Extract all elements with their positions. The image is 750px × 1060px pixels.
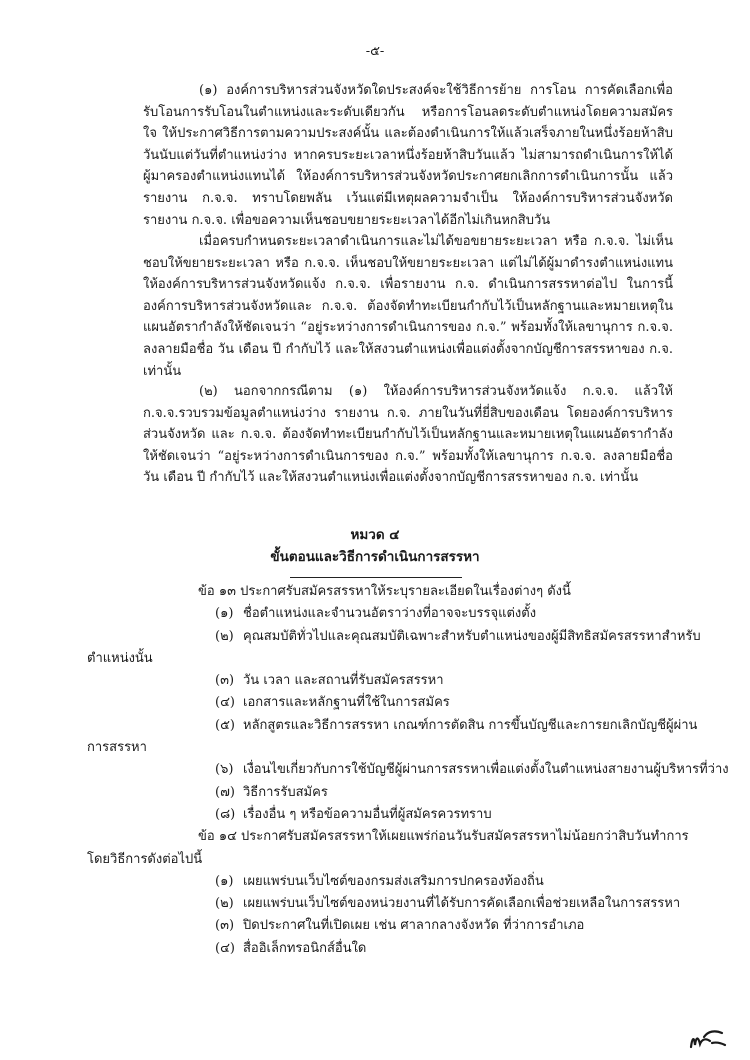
clause-13-item: [143, 692, 683, 714]
paragraph-3: (๒) นอกจากกรณีตาม (๑) ให้องค์การบริหารส่วนจังหวัดแจ้ง ก.จ.จ. แล้วให้ ก.จ.จ.รวบรวมข้อมูลตำแหน่งว่าง รายงาน ก.จ. ภายในวันที่ยี่สิบของเดือน โดยองค์การบริหารส่วนจังหวัด และ ก.จ.จ. ต้องจัดทำทะเบียนกำกับไว้เป็นหลักฐานและหมายเหตุในแผนอัตรากำลังให้ชัดเจนว่า “อยู่ระหว่างการดำเนินการของ ก.จ.” พร้อมทั้งให้เลขานุการ ก.จ.จ. ลงลายมือชื่อ วัน เดือน ปี กำกับไว้ และให้สงวนตำแหน่งเพื่อแต่งตั้งจากบัญชีการสรรหาของ ก.จ. เท่านั้น: [143, 384, 673, 486]
clause-14-intro: ข้อ ๑๔ ประกาศรับสมัครสรรหาให้เผยแพร่ก่อนวันรับสมัครสรรหาไม่น้อยกว่าสิบวันทำการ: [198, 829, 689, 845]
handwritten-initials: [688, 1025, 728, 1051]
item-text: เรื่องอื่น ๆ หรือข้อความอื่นที่ผู้สมัครควรทราบ: [243, 806, 492, 822]
clause-13-item: [143, 626, 701, 648]
clause-13-item: [143, 603, 683, 625]
clause-14-item: [143, 915, 683, 937]
heading-divider: [290, 577, 462, 578]
item-text: วิธีการรับสมัคร: [243, 784, 328, 800]
clause-13-intro: ข้อ ๑๓ ประกาศรับสมัครสรรหาให้ระบุรายละเอียดในเรื่องต่างๆ ดังนี้: [198, 584, 571, 599]
item-number: (๓): [215, 673, 235, 689]
item-text: เอกสารและหลักฐานที่ใช้ในการสมัคร: [243, 695, 450, 711]
clause-13-item: [143, 804, 683, 826]
paragraph-2: เมื่อครบกำหนดระยะเวลาดำเนินการและไม่ได้ขอขยายระยะเวลา หรือ ก.จ.จ. ไม่เห็นชอบให้ขยายระยะเวลา หรือ ก.จ.จ. เห็นชอบให้ขยายระยะเวลา แต่ไม่ได้ผู้มาดำรงตำแหน่งแทน ให้องค์การบริหารส่วนจังหวัดแจ้ง ก.จ.จ. เพื่อรายงาน ก.จ. ดำเนินการสรรหาต่อไป ในการนี้องค์การบริหารส่วนจังหวัดและ ก.จ.จ. ต้องจัดทำทะเบียนกำกับไว้เป็นหลักฐานและหมายเหตุในแผนอัตรากำลังให้ชัดเจนว่า “อยู่ระหว่างการดำเนินการของ ก.จ.” พร้อมทั้งให้เลขานุการ ก.จ.จ. ลงลายมือชื่อ วัน เดือน ปี กำกับไว้ และให้สงวนตำแหน่งเพื่อแต่งตั้งจากบัญชีการสรรหาของ ก.จ. เท่านั้น: [143, 234, 673, 379]
page-number: -๕-: [365, 44, 385, 59]
item-text: เผยแพร่บนเว็บไซต์ของกรมส่งเสริมการปกครองท้องถิ่น: [243, 873, 544, 889]
clause-13-item: [143, 759, 729, 781]
item-text: สื่ออิเล็กทรอนิกส์อื่นใด: [243, 940, 367, 956]
item-number: (๕): [215, 717, 235, 733]
item-text: เงื่อนไขเกี่ยวกับการใช้บัญชีผู้ผ่านการสรรหาเพื่อแต่งตั้งในตำแหน่งสายงานผู้บริหารที่ว่าง: [243, 762, 729, 778]
item-number: (๑): [215, 873, 234, 889]
item-continuation: ตำแหน่งนั้น: [87, 650, 153, 666]
item-number: (๔): [215, 695, 235, 711]
item-text: ปิดประกาศในที่เปิดเผย เช่น ศาลากลางจังหวัด ที่ว่าการอำเภอ: [243, 918, 585, 934]
item-text: ชื่อตำแหน่งและจำนวนอัตราว่างที่อาจจะบรรจุแต่งตั้ง: [243, 606, 537, 622]
paragraph-1: (๑) องค์การบริหารส่วนจังหวัดใดประสงค์จะใช้วิธีการย้าย การโอน การคัดเลือกเพื่อรับโอนการรับโอนในตำแหน่งและระดับเดียวกัน หรือการโอนลดระดับตำแหน่งโดยความสมัครใจ ให้ประกาศวิธีการตามความประสงค์นั้น และต้องดำเนินการให้แล้วเสร็จภายในหนึ่งร้อยห้าสิบวันนับแต่วันที่ตำแหน่งว่าง หากครบระยะเวลาหนึ่งร้อยห้าสิบวันแล้ว ไม่สามารถดำเนินการให้ได้ผู้มาครองตำแหน่งแทนได้ ให้องค์การบริหารส่วนจังหวัดประกาศยกเลิกการดำเนินการนั้น แล้วรายงาน ก.จ.จ. ทราบโดยพลัน เว้นแต่มีเหตุผลความจำเป็น ให้องค์การบริหารส่วนจังหวัดรายงาน ก.จ.จ. เพื่อขอความเห็นชอบขยายระยะเวลาได้อีกไม่เกินหกสิบวัน: [143, 83, 673, 228]
clause-13-item: [143, 715, 698, 737]
chapter-number: หมวด ๔: [350, 527, 400, 543]
chapter-title: ขั้นตอนและวิธีการดำเนินการสรรหา: [270, 549, 480, 565]
clause-13-item: [143, 782, 683, 804]
item-number: (๗): [215, 784, 235, 800]
clause-14-item: [143, 893, 683, 915]
item-text: คุณสมบัติทั่วไปและคุณสมบัติเฉพาะสำหรับตำแหน่งของผู้มีสิทธิสมัครสรรหาสำหรับ: [243, 628, 701, 644]
item-number: (๓): [215, 918, 235, 934]
item-number: (๖): [215, 762, 234, 778]
clause-13-item: [143, 670, 683, 692]
item-text: เผยแพร่บนเว็บไซต์ของหน่วยงานที่ได้รับการคัดเลือกเพื่อช่วยเหลือในการสรรหา: [243, 896, 681, 912]
item-continuation: การสรรหา: [87, 740, 147, 756]
item-number: (๒): [215, 896, 234, 912]
clause-list: [87, 581, 729, 960]
item-number: (๘): [215, 806, 236, 822]
clause-14-item: [143, 871, 683, 893]
item-text: วัน เวลา และสถานที่รับสมัครสรรหา: [243, 673, 444, 689]
clause-14-item: [143, 938, 683, 960]
clause-14-intro-continuation: โดยวิธีการดังต่อไปนี้: [87, 851, 203, 867]
item-text: หลักสูตรและวิธีการสรรหา เกณฑ์การตัดสิน การขึ้นบัญชีและการยกเลิกบัญชีผู้ผ่าน: [243, 717, 698, 733]
item-number: (๒): [215, 628, 234, 644]
item-number: (๔): [215, 940, 235, 956]
item-number: (๑): [215, 606, 234, 622]
